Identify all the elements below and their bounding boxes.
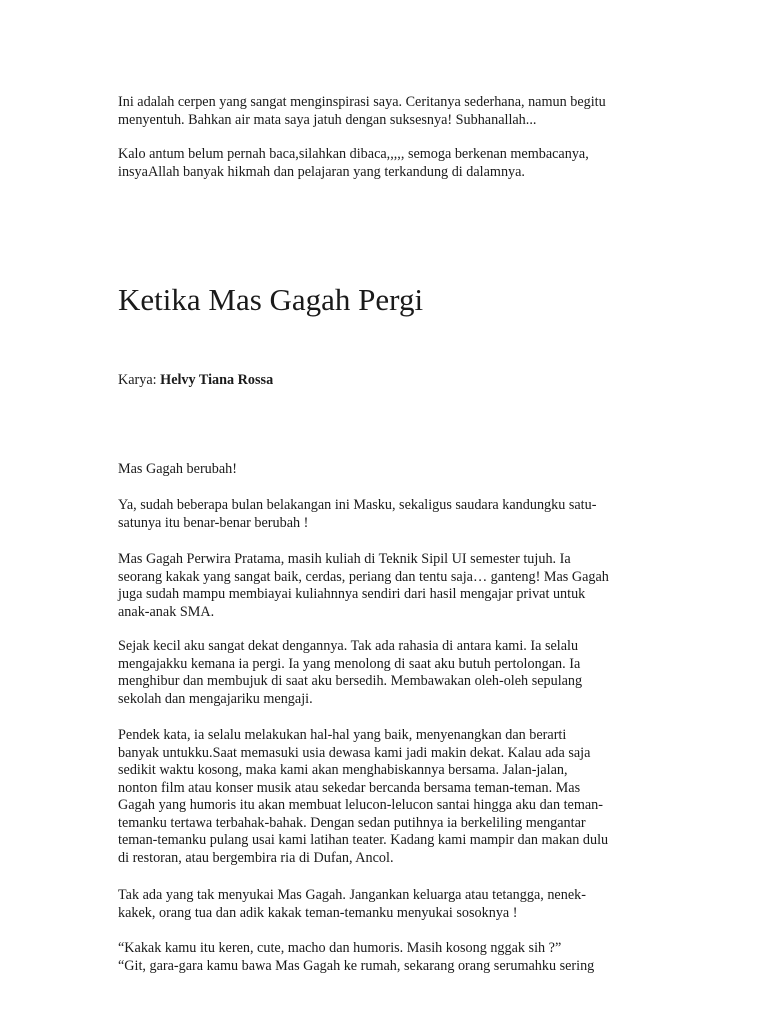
byline-prefix: Karya:: [118, 372, 161, 388]
story-paragraph-5: Pendek kata, ia selalu melakukan hal-hal yang baik, menyenangkan dan berarti banyak untukku.Saat memasuki usia dewasa kami jadi makin dekat. Kalau ada saja sedikit waktu kosong, maka kami akan menghabiskannya bersama. Jalan-jalan, nonton film atau konser musik atau sekedar bercanda bersama teman-teman. Mas Gagah yang humoris itu akan membuat lelucon-lelucon santai hingga aku dan teman- temanku tertawa terbahak-bahak. Dengan sedan putihnya ia berkeliling mengantar teman-temanku pulang usai kami latihan teater. Kadang kami mampir dan makan dulu di restoran, atau bergembira ria di Dufan, Ancol.: [118, 727, 609, 866]
story-paragraph-3: Mas Gagah Perwira Pratama, masih kuliah di Teknik Sipil UI semester tujuh. Ia seorang kakak yang sangat baik, cerdas, periang dan tentu saja… ganteng! Mas Gagah juga sudah mampu membiayai kuliahnnya sendiri dari hasil mengajar privat untuk anak-anak SMA.: [118, 551, 609, 620]
story-paragraph-4: Sejak kecil aku sangat dekat dengannya. Tak ada rahasia di antara kami. Ia selalu mengajakku kemana ia pergi. Ia yang menolong di saat aku butuh pertolongan. Ia menghibur dan membujuk di saat aku bersedih. Membawakan oleh-oleh sepulang sekolah dan mengajariku mengaji.: [118, 638, 583, 707]
story-title: Ketika Mas Gagah Pergi: [118, 282, 424, 317]
author-name: Helvy Tiana Rossa: [160, 372, 274, 388]
byline: [118, 372, 273, 390]
story-paragraph-8: “Git, gara-gara kamu bawa Mas Gagah ke rumah, sekarang orang serumahku sering: [118, 958, 595, 974]
story-paragraph-2: Ya, sudah beberapa bulan belakangan ini Masku, sekaligus saudara kandungku satu- satunya itu benar-benar berubah !: [118, 497, 597, 531]
intro-paragraph-1: Ini adalah cerpen yang sangat menginspirasi saya. Ceritanya sederhana, namun begitu menyentuh. Bahkan air mata saya jatuh dengan suksesnya! Subhanallah...: [118, 94, 606, 128]
intro-paragraph-2: Kalo antum belum pernah baca,silahkan dibaca,,,,, semoga berkenan membacanya, insyaAllah banyak hikmah dan pelajaran yang terkandung di dalamnya.: [118, 146, 589, 180]
story-paragraph-1: Mas Gagah berubah!: [118, 461, 237, 477]
story-paragraph-6: Tak ada yang tak menyukai Mas Gagah. Jangankan keluarga atau tetangga, nenek- kakek, orang tua dan adik kakak teman-temanku menyukai sosoknya !: [118, 887, 586, 921]
story-paragraph-7: “Kakak kamu itu keren, cute, macho dan humoris. Masih kosong nggak sih ?”: [118, 940, 562, 956]
